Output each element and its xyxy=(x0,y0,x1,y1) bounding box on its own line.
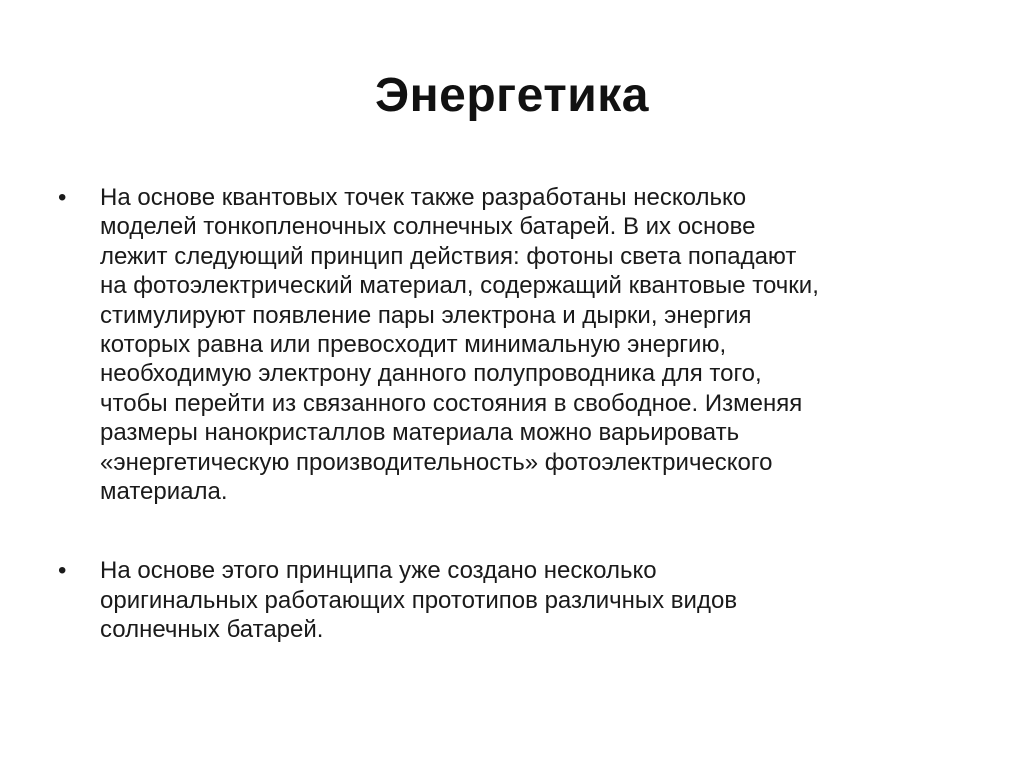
text-line: моделей тонкопленочных солнечных батарей. В их основе xyxy=(100,213,756,241)
text-line: оригинальных работающих прототипов различных видов xyxy=(100,586,738,614)
bullet-icon: • xyxy=(58,557,67,585)
text-line: чтобы перейти из связанного состояния в свободное. Изменяя xyxy=(100,389,803,417)
text-line: «энергетическую производительность» фотоэлектрического xyxy=(100,448,773,476)
bullet-item xyxy=(58,556,978,644)
bullet-text xyxy=(100,183,960,506)
bullet-icon: • xyxy=(58,184,67,211)
slide-title: Энергетика xyxy=(375,69,649,122)
bullet-item xyxy=(58,183,978,506)
text-line: которых равна или превосходит минимальную энергию, xyxy=(100,331,727,359)
text-line: необходимую электрону данного полупроводника для того, xyxy=(100,360,762,388)
text-line: стимулируют появление пары электрона и дырки, энергия xyxy=(100,301,752,329)
text-line: материала. xyxy=(100,478,228,506)
text-line: На основе квантовых точек также разработаны несколько xyxy=(100,184,747,211)
text-line: на фотоэлектрический материал, содержащий квантовые точки, xyxy=(100,272,819,300)
bullet-text xyxy=(100,556,960,644)
text-line: На основе этого принципа уже создано несколько xyxy=(100,557,657,585)
text-line: лежит следующий принцип действия: фотоны света попадают xyxy=(100,242,797,270)
bullet-list xyxy=(58,183,978,645)
text-line: размеры нанокристаллов материала можно варьировать xyxy=(100,419,740,447)
text-line: солнечных батарей. xyxy=(100,616,324,644)
